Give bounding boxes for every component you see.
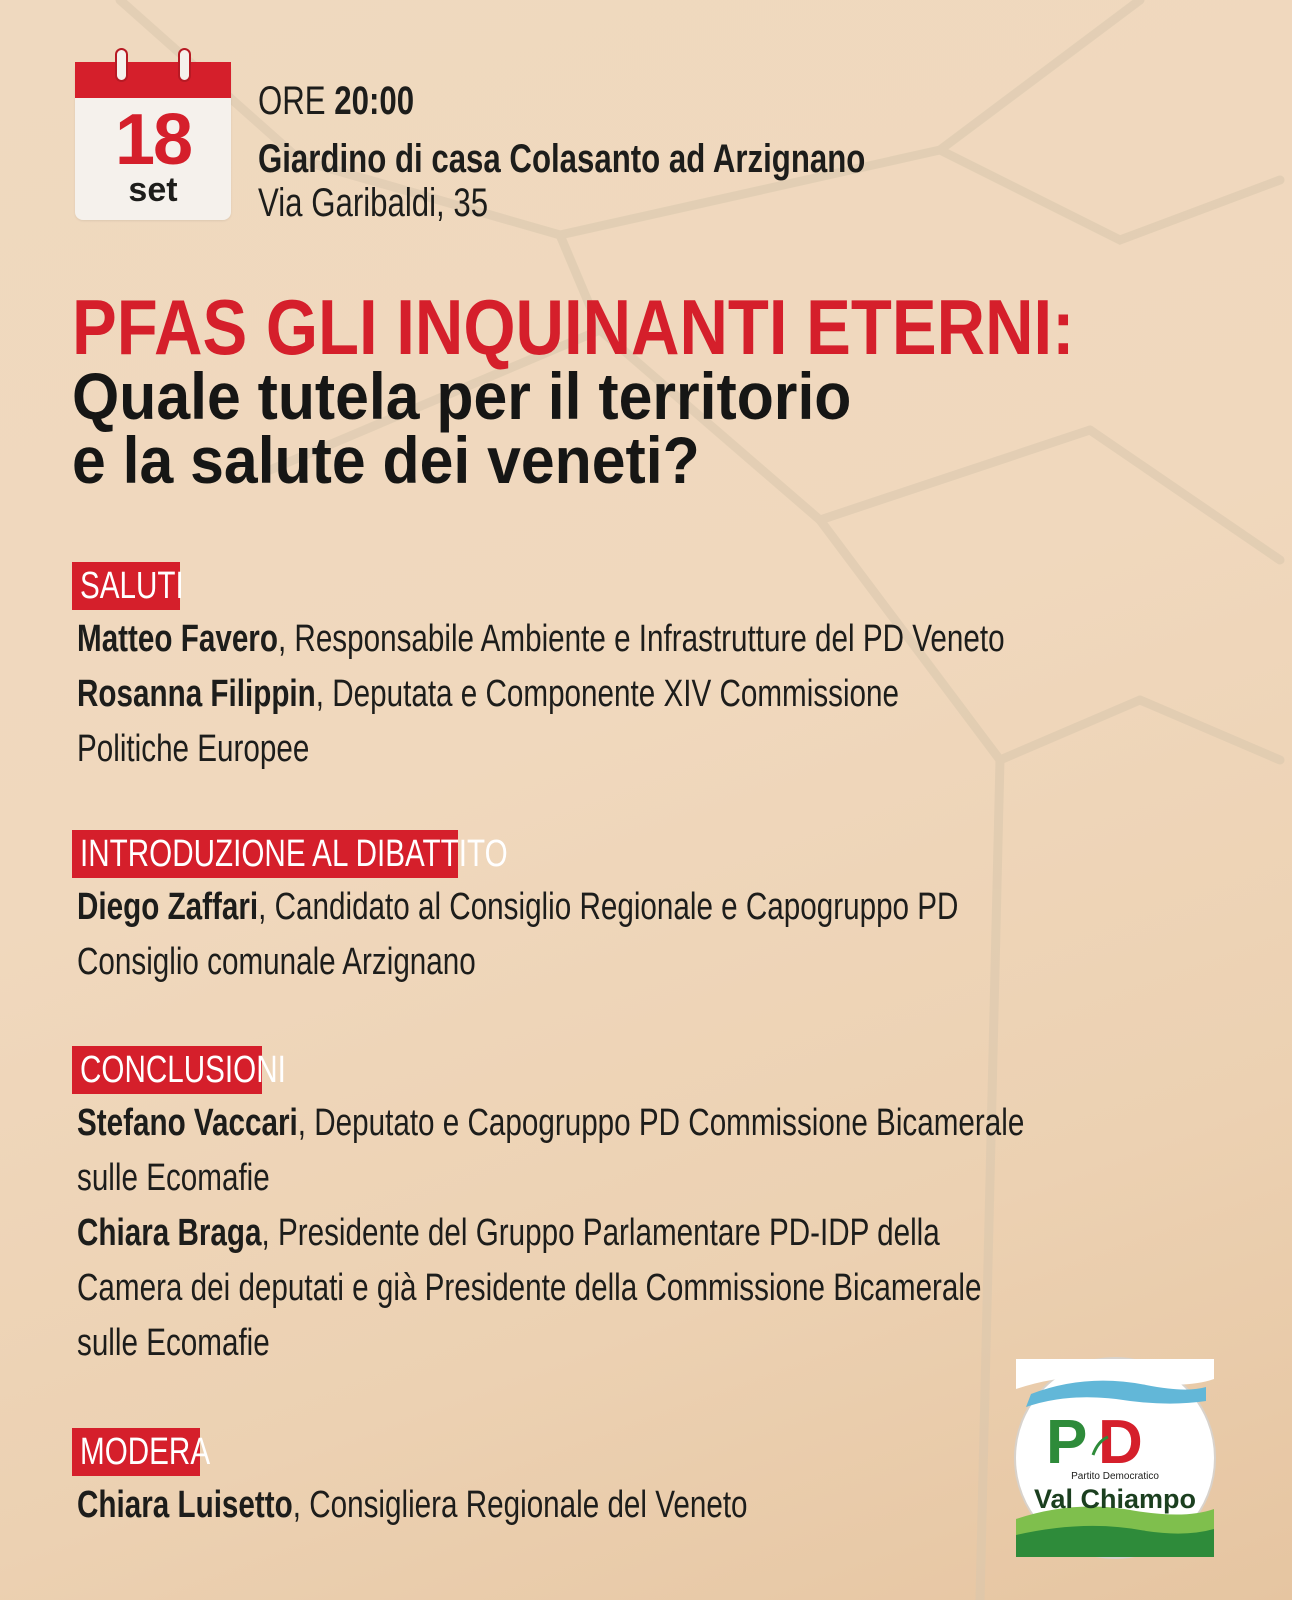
title-headline: PFAS GLI INQUINANTI ETERNI: <box>72 283 1075 371</box>
pd-val-chiampo-logo <box>1014 1357 1216 1559</box>
time-prefix: ORE <box>258 79 326 123</box>
section-label: INTRODUZIONE AL DIBATTITO <box>72 830 458 878</box>
speaker-role: , Responsabile Ambiente e Infrastrutture del PD Veneto <box>277 618 1005 660</box>
section-label: CONCLUSIONI <box>72 1046 262 1094</box>
speaker-name: Chiara Braga <box>77 1212 262 1254</box>
section-modera <box>72 1428 937 1533</box>
logo-graphic <box>1016 1359 1214 1557</box>
speaker-role: sulle Ecomafie <box>77 1322 270 1364</box>
event-month: set <box>128 171 178 209</box>
section-introduzione <box>72 830 1207 990</box>
section-saluti <box>72 562 1266 777</box>
speaker-name: Chiara Luisetto <box>77 1484 293 1526</box>
speaker-role: Politiche Europee <box>77 728 310 770</box>
calendar-ring-icon <box>178 48 191 82</box>
speaker <box>77 612 1266 777</box>
logo-name: Val Chiampo <box>1033 1484 1197 1514</box>
logo-letter-p: P <box>1046 1408 1088 1477</box>
calendar-date <box>75 62 231 220</box>
speaker-name: Stefano Vaccari <box>77 1102 298 1144</box>
section-label: MODERA <box>72 1428 200 1476</box>
speaker-role: , Deputato e Capogruppo PD Commissione Bicamerale <box>297 1102 1025 1144</box>
event-venue: Giardino di casa Colasanto ad Arzignano <box>258 137 866 181</box>
title-subtitle-line2: e la salute dei veneti? <box>72 423 700 497</box>
speaker-role: , Consigliera Regionale del Veneto <box>292 1484 748 1526</box>
speaker-role: Consiglio comunale Arzignano <box>77 941 476 983</box>
event-day: 18 <box>114 100 192 180</box>
event-info <box>258 76 1037 236</box>
speaker <box>77 1096 1292 1371</box>
speaker-role: , Deputata e Componente XIV Commissione <box>315 673 899 715</box>
calendar-ring-icon <box>115 48 128 82</box>
speaker-name: Matteo Favero <box>77 618 278 660</box>
speaker-role: Camera dei deputati e già Presidente della Commissione Bicamerale <box>77 1267 982 1309</box>
title-subtitle-line1: Quale tutela per il territorio <box>72 359 852 433</box>
speaker-name: Rosanna Filippin <box>77 673 316 715</box>
event-address: Via Garibaldi, 35 <box>258 181 489 225</box>
logo-letter-d: D <box>1098 1408 1143 1477</box>
speaker <box>77 1478 937 1533</box>
event-title <box>72 283 1238 497</box>
logo-subtitle: Partito Democratico <box>1071 1471 1159 1482</box>
speaker-role: , Presidente del Gruppo Parlamentare PD-IDP della <box>261 1212 940 1254</box>
speaker-name: Diego Zaffari <box>77 886 259 928</box>
event-time: 20:00 <box>334 79 415 123</box>
speaker-role: , Candidato al Consiglio Regionale e Capogruppo PD <box>258 886 959 928</box>
speaker-role: sulle Ecomafie <box>77 1157 270 1199</box>
section-conclusioni <box>72 1046 1292 1371</box>
calendar-header <box>75 62 231 98</box>
speaker <box>77 880 1207 990</box>
section-label: SALUTI <box>72 562 180 610</box>
